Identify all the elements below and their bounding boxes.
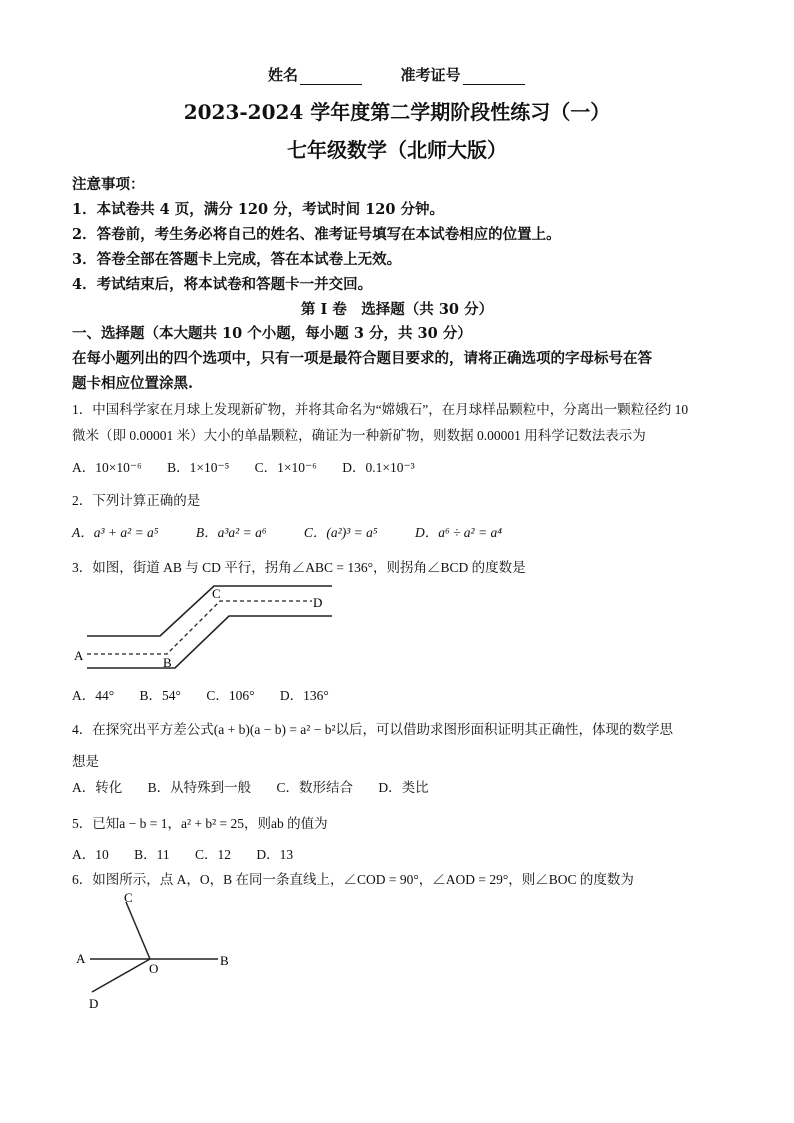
label-b: B <box>163 655 172 670</box>
note-item: 2．答卷前，考生务必将自己的姓名、准考证号填写在本试卷相应的位置上。 <box>72 226 561 243</box>
notes-heading: 注意事项： <box>72 176 145 193</box>
label-d: D <box>313 595 323 610</box>
street-center-path <box>87 601 312 654</box>
option-b: B．a³a² = a⁶ <box>195 525 267 540</box>
label-c: C <box>124 890 133 905</box>
street-border-bottom <box>87 616 332 668</box>
question-4-text: 想是 <box>72 754 99 769</box>
label-a: A <box>74 648 84 663</box>
question-2-options <box>72 521 524 541</box>
question-4-options <box>72 776 451 796</box>
section-title: 第 I 卷 选择题（共 30 分） <box>300 301 494 318</box>
page-subtitle: 七年级数学（北师大版） <box>287 138 507 162</box>
option-c: C．数形结合 <box>276 780 354 795</box>
option-a: A．10 <box>72 847 109 862</box>
note-item: 1．本试卷共 4 页，满分 120 分，考试时间 120 分钟。 <box>72 201 444 218</box>
name-label: 姓名 <box>268 66 299 84</box>
option-c: C．(a²)³ = a⁵ <box>303 525 378 540</box>
question-1-options <box>72 456 437 476</box>
candidate-info <box>268 64 525 85</box>
option-d: D．a⁶ ÷ a² = a⁴ <box>414 525 502 540</box>
option-d: D．136° <box>279 688 329 703</box>
question-4-text: 4．在探究出平方差公式(a + b)(a − b) = a² − b²以后，可以借助求图形面积证明其正确性，体现的数学思 <box>72 722 674 737</box>
question-2-text: 2．下列计算正确的是 <box>72 493 201 508</box>
question-5-options <box>72 843 315 863</box>
option-c: C．106° <box>206 688 255 703</box>
exam-id-blank <box>463 70 525 85</box>
label-b: B <box>220 953 229 968</box>
option-a: A．10×10⁻⁶ <box>72 460 142 475</box>
instruction-line: 在每小题列出的四个选项中，只有一项是最符合题目要求的，请将正确选项的字母标号在答 <box>72 350 652 367</box>
option-d: D．类比 <box>378 780 429 795</box>
part-heading: 一、选择题（本大题共 10 个小题，每小题 3 分，共 30 分） <box>72 325 472 342</box>
label-a: A <box>76 951 86 966</box>
label-c: C <box>212 586 221 601</box>
question-3-text: 3．如图，街道 AB 与 CD 平行，拐角∠ABC = 136°，则拐角∠BCD 的度数是 <box>72 560 526 575</box>
question-5-text: 5．已知a − b = 1，a² + b² = 25，则ab 的值为 <box>72 816 328 831</box>
option-c: C．12 <box>195 847 232 862</box>
option-a: A．a³ + a² = a⁵ <box>72 525 159 540</box>
label-d: D <box>89 996 99 1011</box>
question-6-text: 6．如图所示，点 A，O，B 在同一条直线上，∠COD = 90°，∠AOD = 29°，则∠BOC 的度数为 <box>72 872 634 887</box>
question-3-options <box>72 684 351 704</box>
option-d: D．13 <box>256 847 294 862</box>
page-title: 2023-2024 学年度第二学期阶段性练习（一） <box>183 100 611 124</box>
option-a: A．44° <box>72 688 115 703</box>
option-b: B．从特殊到一般 <box>147 780 252 795</box>
exam-id-label: 准考证号 <box>400 66 461 84</box>
option-d: D．0.1×10⁻³ <box>342 460 415 475</box>
option-a: A．转化 <box>72 780 123 795</box>
question-1-text: 1．中国科学家在月球上发现新矿物，并将其命名为“嫦娥石”，在月球样品颗粒中，分离出一颗粒径约 10 <box>72 402 689 417</box>
question-1-text: 微米（即 0.00001 米）大小的单晶颗粒，确证为一种新矿物，则数据 0.00001 用科学记数法表示为 <box>72 428 646 443</box>
ray-od <box>92 959 150 992</box>
option-b: B．1×10⁻⁵ <box>167 460 230 475</box>
option-c: C．1×10⁻⁶ <box>254 460 317 475</box>
angle-figure <box>72 888 242 1016</box>
label-o: O <box>149 961 159 976</box>
option-b: B．54° <box>139 688 181 703</box>
ray-oc <box>126 902 150 959</box>
option-b: B．11 <box>134 847 170 862</box>
street-figure <box>72 580 342 678</box>
note-item: 3．答卷全部在答题卡上完成，答在本试卷上无效。 <box>72 251 402 268</box>
instruction-line: 题卡相应位置涂黑. <box>72 375 194 392</box>
name-blank <box>300 70 362 85</box>
note-item: 4．考试结束后，将本试卷和答题卡一并交回。 <box>72 276 373 293</box>
